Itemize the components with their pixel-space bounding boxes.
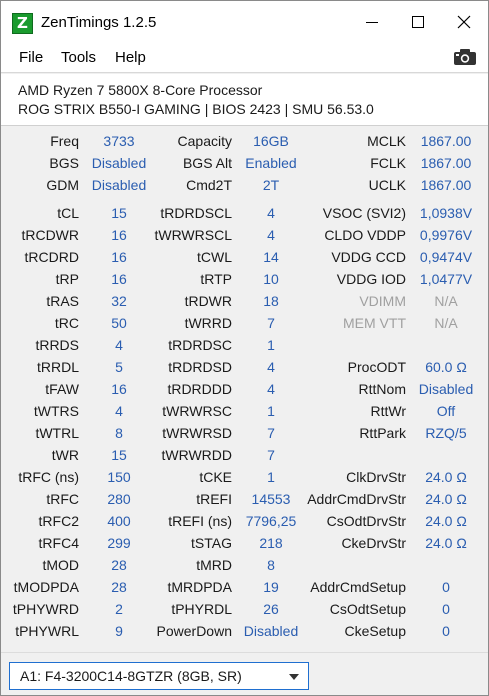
screenshot-camera-icon[interactable]: [453, 48, 477, 66]
timing-label: tWRWRDD: [161, 447, 232, 463]
dimm-select[interactable]: [9, 662, 309, 690]
timing-value: 2: [115, 601, 123, 617]
timing-label: RttNom: [358, 381, 406, 397]
timing-label: tRCDWR: [21, 227, 79, 243]
timing-value: 0: [442, 623, 450, 639]
timing-value: Disabled: [91, 177, 147, 193]
timing-label: tCKE: [199, 469, 232, 485]
timing-label: tPHYWRD: [12, 601, 79, 617]
timing-label: FCLK: [370, 155, 406, 171]
zentimings-app-icon: Z: [12, 13, 33, 34]
timings-panel: [1, 127, 488, 652]
timing-value: 400: [107, 513, 131, 529]
timing-value: Disabled: [91, 155, 147, 171]
timing-label: tWRWRSD: [162, 425, 232, 441]
timing-label: tRC: [54, 315, 79, 331]
timing-value: 24.0 Ω: [425, 513, 467, 529]
footer: [1, 652, 488, 695]
title-bar: [1, 1, 488, 43]
timing-value: 3733: [103, 133, 135, 149]
timing-value: 8: [115, 425, 123, 441]
timing-label: tRDWR: [184, 293, 232, 309]
timing-label: BGS: [49, 155, 79, 171]
timing-value: Disabled: [418, 381, 474, 397]
timing-value: 218: [259, 535, 283, 551]
timing-label: ClkDrvStr: [346, 469, 406, 485]
timing-value: 16: [111, 249, 127, 265]
timing-value: 1867.00: [420, 155, 472, 171]
timing-value: RZQ/5: [425, 425, 467, 441]
close-icon: [457, 15, 471, 29]
timing-value: 14: [263, 249, 279, 265]
timing-label: tCWL: [197, 249, 232, 265]
timing-label: Cmd2T: [186, 177, 232, 193]
timing-label: tRP: [55, 271, 79, 287]
timing-value: 150: [107, 469, 131, 485]
timing-value: 9: [115, 623, 123, 639]
timing-value: 0,9976V: [419, 227, 473, 243]
timing-label: tRDRDSCL: [160, 205, 232, 221]
timing-label: tMOD: [42, 557, 79, 573]
timing-label: CLDO VDDP: [324, 227, 406, 243]
timing-value: 5: [115, 359, 123, 375]
timing-value: 4: [267, 381, 275, 397]
timing-value: 60.0 Ω: [425, 359, 467, 375]
timing-label: VDDG CCD: [331, 249, 406, 265]
timing-value: 0: [442, 601, 450, 617]
timing-label: Freq: [50, 133, 79, 149]
timing-value: 24.0 Ω: [425, 491, 467, 507]
timing-value: 4: [267, 227, 275, 243]
timing-label: tSTAG: [191, 535, 232, 551]
timing-value: 280: [107, 491, 131, 507]
minimize-icon: [365, 15, 379, 29]
timing-label: VDIMM: [359, 293, 406, 309]
timing-label: RttPark: [359, 425, 406, 441]
timing-value: Disabled: [243, 623, 299, 639]
timing-value: 1: [267, 469, 275, 485]
timing-value: 1: [267, 337, 275, 353]
timing-label: VDDG IOD: [336, 271, 406, 287]
timing-value: 2T: [262, 177, 280, 193]
timing-label: tRFC (ns): [18, 469, 79, 485]
maximize-button[interactable]: [395, 1, 441, 43]
timing-value: N/A: [434, 315, 458, 331]
timing-value: 19: [263, 579, 279, 595]
timing-label: UCLK: [368, 177, 406, 193]
timing-value: 16: [111, 381, 127, 397]
menu-help[interactable]: Help: [115, 49, 146, 66]
timing-label: CsOdtDrvStr: [326, 513, 406, 529]
timing-label: tWTRL: [35, 425, 79, 441]
timing-value: Off: [436, 403, 456, 419]
timing-value: 14553: [251, 491, 291, 507]
timing-label: tRAS: [46, 293, 79, 309]
timing-value: N/A: [434, 293, 458, 309]
timing-label: PowerDown: [156, 623, 232, 639]
timing-label: tRDRDDD: [167, 381, 232, 397]
timing-label: tFAW: [45, 381, 79, 397]
timing-label: MCLK: [367, 133, 406, 149]
timing-value: 1867.00: [420, 177, 472, 193]
system-info: [1, 74, 488, 126]
timing-label: tREFI (ns): [168, 513, 232, 529]
timing-label: BGS Alt: [182, 155, 232, 171]
timing-label: CkeSetup: [344, 623, 406, 639]
timing-value: 18: [263, 293, 279, 309]
timing-value: 15: [111, 447, 127, 463]
footer-divider: [1, 652, 488, 653]
timing-value: 7796,25: [245, 513, 297, 529]
timing-value: 24.0 Ω: [425, 535, 467, 551]
timing-value: 1: [267, 403, 275, 419]
close-button[interactable]: [441, 1, 487, 43]
menu-file[interactable]: File: [19, 49, 44, 66]
timing-label: RttWr: [370, 403, 406, 419]
menu-tools[interactable]: Tools: [61, 49, 97, 66]
timing-label: tWTRS: [33, 403, 79, 419]
timing-label: tMODPDA: [13, 579, 79, 595]
timing-label: tREFI: [196, 491, 232, 507]
dimm-select-value: A1: F4-3200C14-8GTZR (8GB, SR): [20, 668, 242, 684]
timing-label: Capacity: [177, 133, 232, 149]
timing-value: 4: [115, 337, 123, 353]
timing-label: tRRDL: [36, 359, 79, 375]
timing-value: 8: [267, 557, 275, 573]
timing-label: tRFC: [46, 491, 79, 507]
timing-value: 1867.00: [420, 133, 472, 149]
timing-label: AddrCmdSetup: [310, 579, 406, 595]
timing-label: ProcODT: [347, 359, 406, 375]
timing-label: VSOC (SVI2): [322, 205, 406, 221]
timing-value: 4: [115, 403, 123, 419]
timing-label: tRTP: [200, 271, 232, 287]
timing-label: tWRWRSCL: [154, 227, 232, 243]
timing-value: 1,0938V: [419, 205, 473, 221]
chevron-down-icon: [289, 674, 299, 680]
cpu-name: AMD Ryzen 7 5800X 8-Core Processor: [18, 82, 263, 98]
timing-label: tWRRD: [184, 315, 232, 331]
timing-label: tWR: [51, 447, 79, 463]
menu-bar: [1, 43, 488, 73]
timing-value: 26: [263, 601, 279, 617]
timing-label: tCL: [57, 205, 79, 221]
timing-value: 4: [267, 205, 275, 221]
timing-label: tRRDS: [35, 337, 79, 353]
timing-value: 0,9474V: [419, 249, 473, 265]
timing-label: tMRDPDA: [167, 579, 232, 595]
timing-value: 0: [442, 579, 450, 595]
timing-value: 299: [107, 535, 131, 551]
board-bios-smu: ROG STRIX B550-I GAMING | BIOS 2423 | SMU 56.53.0: [18, 101, 374, 117]
timing-label: tRDRDSC: [168, 337, 232, 353]
timing-label: MEM VTT: [343, 315, 406, 331]
timing-value: 28: [111, 557, 127, 573]
timing-value: 32: [111, 293, 127, 309]
timing-label: CkeDrvStr: [341, 535, 406, 551]
timing-value: 16GB: [253, 133, 289, 149]
timing-label: CsOdtSetup: [329, 601, 406, 617]
timing-value: 50: [111, 315, 127, 331]
timing-label: tPHYWRL: [15, 623, 79, 639]
timing-value: 16: [111, 227, 127, 243]
timing-label: tRFC4: [38, 535, 79, 551]
timing-value: 15: [111, 205, 127, 221]
timing-label: AddrCmdDrvStr: [307, 491, 406, 507]
timing-value: 7: [267, 315, 275, 331]
timing-label: tWRWRSC: [162, 403, 232, 419]
window-title: ZenTimings 1.2.5: [41, 14, 157, 31]
timing-label: tMRD: [196, 557, 232, 573]
timing-value: 4: [267, 359, 275, 375]
timing-label: tRCDRD: [24, 249, 79, 265]
timing-value: Enabled: [245, 155, 297, 171]
minimize-button[interactable]: [349, 1, 395, 43]
timing-value: 7: [267, 425, 275, 441]
maximize-icon: [411, 15, 425, 29]
timing-value: 10: [263, 271, 279, 287]
timing-value: 1,0477V: [419, 271, 473, 287]
timing-value: 28: [111, 579, 127, 595]
timing-value: 7: [267, 447, 275, 463]
timing-value: 24.0 Ω: [425, 469, 467, 485]
timing-label: tRFC2: [38, 513, 79, 529]
timing-label: tRDRDSD: [168, 359, 232, 375]
timing-label: GDM: [46, 177, 79, 193]
timing-label: tPHYRDL: [171, 601, 232, 617]
timing-value: 16: [111, 271, 127, 287]
